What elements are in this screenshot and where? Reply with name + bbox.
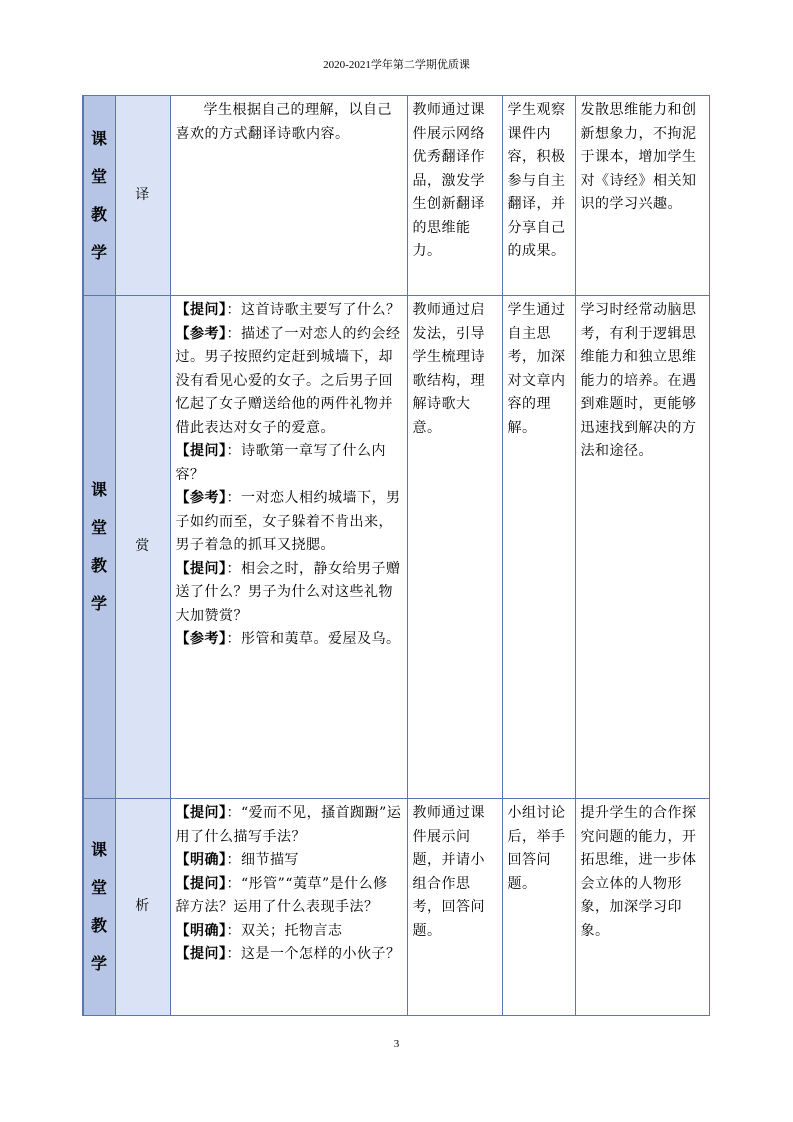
- content-cell: 学生根据自己的理解，以自己喜欢的方式翻译诗歌内容。: [170, 96, 407, 296]
- step-cell: 赏: [115, 296, 170, 799]
- design-purpose-cell: 学习时经常动脑思考，有利于逻辑思维能力和独立思维能力的培养。在遇到难题时，更能够迅速找到解决的方法和途径。: [575, 296, 709, 799]
- page-header: 2020-2021学年第二学期优质课: [323, 59, 470, 71]
- design-purpose-cell: 发散思维能力和创新想象力，不拘泥于课本，增加学生对《诗经》相关知识的学习兴趣。: [575, 96, 709, 296]
- student-activity-cell: 学生观察课件内容，积极参与自主翻译，并分享自己的成果。: [502, 96, 575, 296]
- teacher-activity-cell: 教师通过启发法，引导学生梳理诗歌结构，理解诗歌大意。: [407, 296, 502, 799]
- table-row-analyze: [83, 799, 709, 1016]
- step-cell: 析: [115, 799, 170, 1016]
- lesson-plan-table: [82, 95, 710, 1016]
- student-activity-cell: 学生通过自主思考，加深对文章内容的理解。: [502, 296, 575, 799]
- stage-cell: 课 堂 教 学: [83, 799, 115, 1016]
- stage-cell: 课 堂 教 学: [83, 296, 115, 799]
- content-cell: 【提问】：“爱而不见，搔首踟蹰”运用了什么描写手法？ 【明确】：细节描写 【提问】：“彤管”“荑草”是什么修辞方法？运用了什么表现手法？ 【明确】：双关；托物言志 【提问】：这是一个怎样的小伙子？: [170, 799, 407, 1016]
- design-purpose-cell: 提升学生的合作探究问题的能力，开拓思维，进一步体会立体的人物形象，加深学习印象。: [575, 799, 709, 1016]
- step-cell: 译: [115, 96, 170, 296]
- content-cell: 【提问】：这首诗歌主要写了什么？ 【参考】：描述了一对恋人的约会经过。男子按照约定赶到城墙下，却没有看见心爱的女子。之后男子回忆起了女子赠送给他的两件礼物并借此表达对女子的爱意。 【提问】：诗歌第一章写了什么内容？ 【参考】：一对恋人相约城墙下，男子如约而至，女子躲着不肯出来，男子着急的抓耳又挠腮。 【提问】：相会之时，静女给男子赠送了什么？男子为什么对这些礼物大加赞赏？ 【参考】：彤管和荑草。爱屋及乌。: [170, 296, 407, 799]
- page-number: 3: [393, 1038, 400, 1050]
- teacher-activity-cell: 教师通过课件展示问题，并请小组合作思考，回答问题。: [407, 799, 502, 1016]
- student-activity-cell: 小组讨论后，举手回答问题。: [502, 799, 575, 1016]
- table-row-translate: [83, 96, 709, 296]
- teacher-activity-cell: 教师通过课件展示网络优秀翻译作品，激发学生创新翻译的思维能力。: [407, 96, 502, 296]
- table-row-appreciate: [83, 296, 709, 799]
- stage-cell: 课 堂 教 学: [83, 96, 115, 296]
